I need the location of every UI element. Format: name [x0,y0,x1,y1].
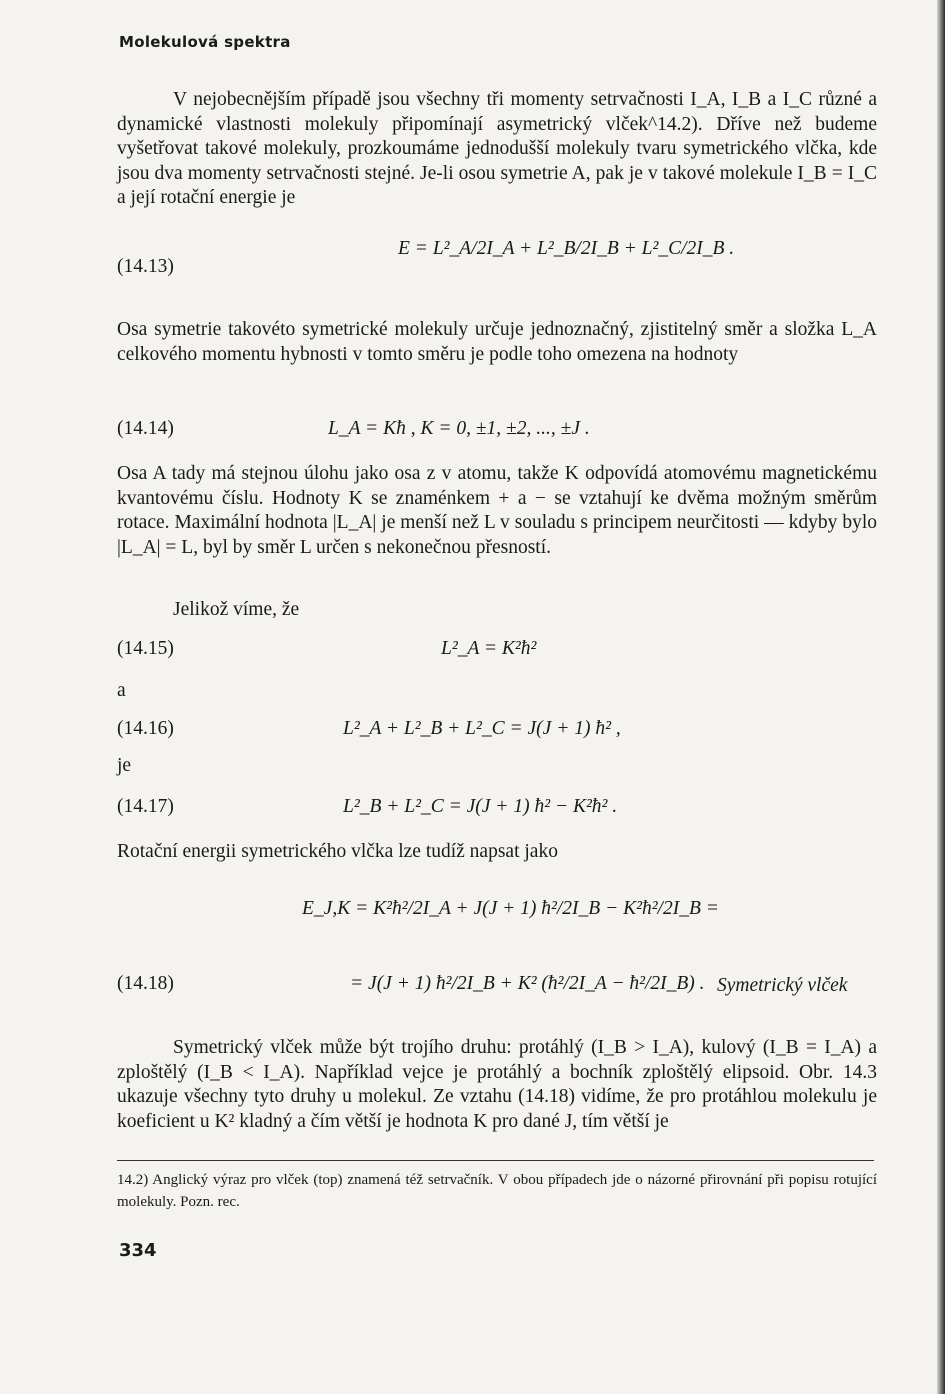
footnote [117,1169,877,1213]
equation-14-16-text: L²_A + L²_B + L²_C = J(J + 1) ħ² , [343,718,621,739]
equation-14-18-line-1-text: E_J,K = K²ħ²/2I_A + J(J + 1) ħ²/2I_B − K²ħ²/2I_B = [302,898,719,919]
equation-number-14-17: (14.17) [117,796,174,817]
running-header: Molekulová spektra [119,33,291,51]
equation-14-17-text: L²_B + L²_C = J(J + 1) ħ² − K²ħ² . [343,796,618,817]
equation-14-18-line-1 [302,898,719,920]
paragraph-5-text: Rotační energii symetrického vlčka lze tudíž napsat jako [117,841,558,862]
equation-14-15 [441,638,536,660]
equation-number-14-16: (14.16) [117,718,174,739]
equation-14-16 [343,718,621,740]
equation-14-15-text: L²_A = K²ħ² [441,638,537,659]
connector-je: je [117,755,132,776]
binding-edge [937,0,945,1394]
connector-a: a [117,680,126,701]
equation-number-14-13: (14.13) [117,256,174,277]
page-number: 334 [119,1240,157,1261]
equation-14-18-line-2-text: = J(J + 1) ħ²/2I_B + K² (ħ²/2I_A − ħ²/2I_B) . [350,973,705,994]
paragraph-4-text: Jelikož víme, že [173,599,300,620]
footnote-rule [117,1160,874,1161]
paragraph-2 [117,318,877,367]
paragraph-5 [117,840,877,865]
equation-14-13 [398,238,734,260]
equation-number-14-18: (14.18) [117,973,174,994]
paragraph-1 [117,88,877,211]
equation-14-13-text: E = L²_A/2I_A + L²_B/2I_B + L²_C/2I_B . [398,238,735,259]
paragraph-3 [117,462,877,560]
paragraph-6-text: Symetrický vlček může být trojího druhu: protáhlý (I_B > I_A), kulový (I_B = I_A) a zploštělý (I_B < I_A). Například vejce je protáhlý a bochník zploštělý elipsoid. Obr. 14.3 ukazuje všechny tyto druhy u molekul. Ze vztahu (14.18) vidíme, že pro protáhlou molekulu je koeficient u K² kladný a čím větší je hodnota K pro dané J, tím větší je [117,1037,877,1132]
equation-number-14-14: (14.14) [117,418,174,439]
footnote-text: 14.2) Anglický výraz pro vlček (top) znamená též setrvačník. V obou případech jde o názorné přirovnání při popisu rotující molekuly. Pozn. rec. [117,1172,877,1210]
paragraph-6 [117,1036,877,1134]
equation-14-17 [343,796,617,818]
side-label-symmetric-top: Symetrický vlček [717,975,848,996]
equation-14-18-line-2 [350,973,705,995]
equation-number-14-15: (14.15) [117,638,174,659]
paragraph-1-text: V nejobecnějším případě jsou všechny tři momenty setrvačnosti I_A, I_B a I_C různé a dynamické vlastnosti molekuly připomínají asymetrický vlček^14.2). Dříve než budeme vyšetřovat takové molekuly, prozkoumáme jednodušší molekuly tvaru symetrického vlčka, kde jsou dva momenty setrvačnosti stejné. Je-li osou symetrie A, pak je v takové molekule I_B = I_C a její rotační energie je [117,89,877,208]
paragraph-3-text: Osa A tady má stejnou úlohu jako osa z v atomu, takže K odpovídá atomovému magnetickému kvantovému číslu. Hodnoty K se znaménkem + a − se vztahují ke dvěma možným směrům rotace. Maximální hodnota |L_A| je menší než L v souladu s principem neurčitosti — kdyby bylo |L_A| = L, byl by směr L určen s nekonečnou přesností. [117,463,877,558]
paragraph-4 [117,598,877,623]
paragraph-2-text: Osa symetrie takovéto symetrické molekuly určuje jednoznačný, zjistitelný směr a složka L_A celkového momentu hybnosti v tomto směru je podle toho omezena na hodnoty [117,319,877,365]
equation-14-14-text: L_A = Kħ , K = 0, ±1, ±2, ..., ±J . [328,418,590,439]
equation-14-14 [328,418,590,440]
